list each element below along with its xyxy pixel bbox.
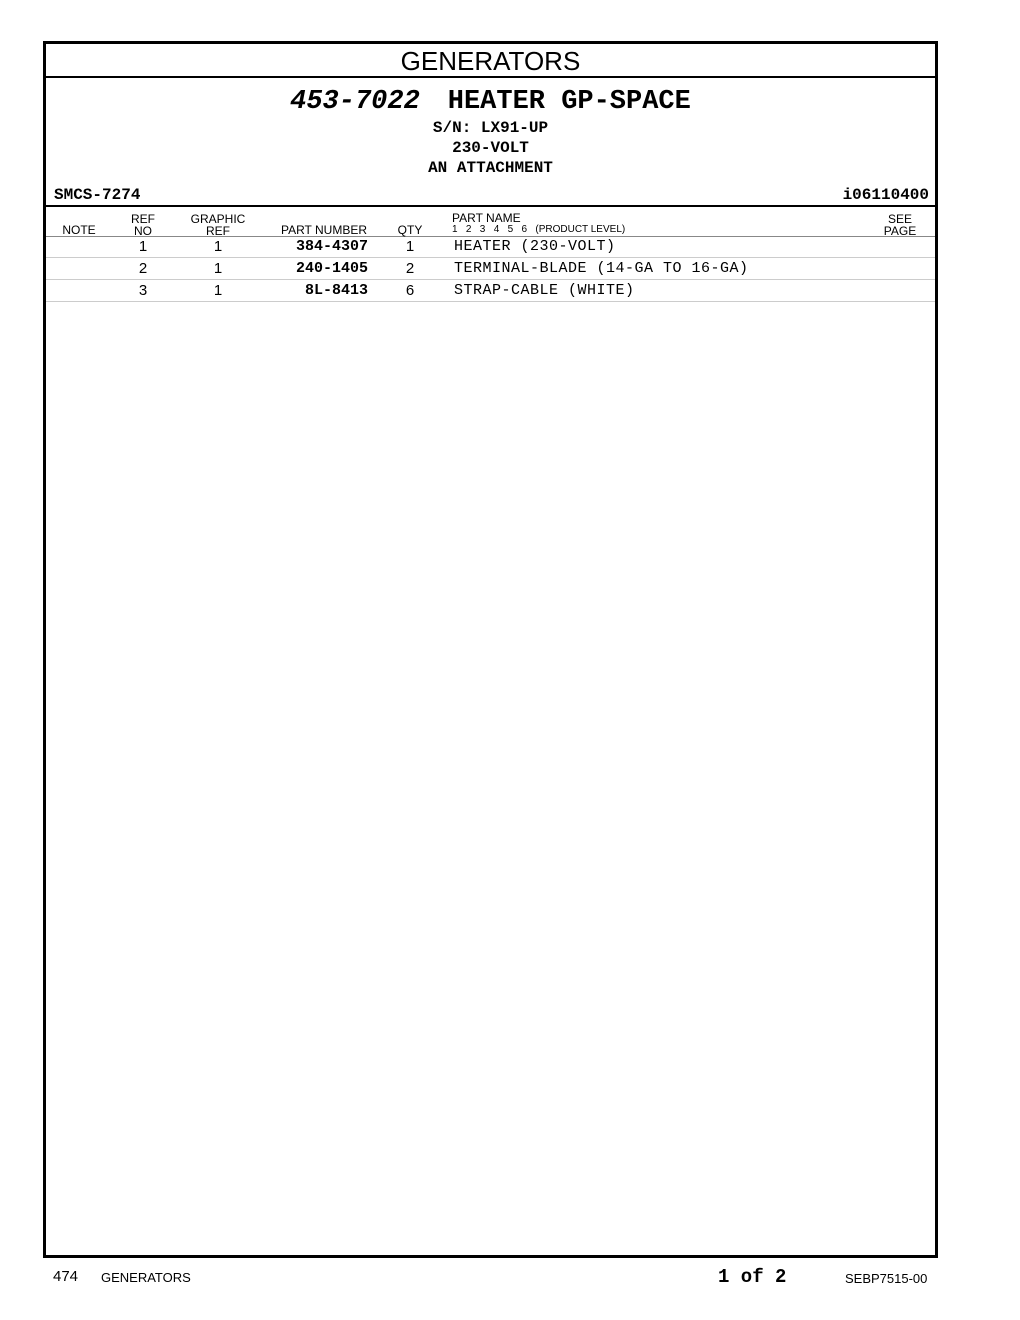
serial-range: S/N: LX91-UP xyxy=(432,119,549,137)
page-number: 474 xyxy=(53,1268,79,1285)
part-number: 8L-8413 xyxy=(304,282,368,299)
part-number: 240-1405 xyxy=(295,260,368,277)
document-id: SEBP7515-00 xyxy=(845,1271,928,1286)
header-note: NOTE xyxy=(62,223,96,237)
ref-no: 2 xyxy=(138,260,148,277)
parts-page-frame xyxy=(43,41,938,1258)
header-product-levels: 1 2 3 4 5 6 (PRODUCT LEVEL) xyxy=(452,224,626,235)
footer-section: GENERATORS xyxy=(101,1270,191,1285)
part-name: TERMINAL-BLADE (14-GA TO 16-GA) xyxy=(454,260,749,277)
table-row xyxy=(46,236,935,258)
header-see-page: SEE PAGE xyxy=(883,212,917,238)
group-name: HEATER GP-SPACE xyxy=(447,87,691,117)
header-graphic-ref: GRAPHIC REF xyxy=(190,212,246,238)
graphic-ref: 1 xyxy=(213,260,223,277)
qty: 1 xyxy=(405,238,415,255)
part-name: HEATER (230-VOLT) xyxy=(454,238,616,255)
graphic-ref: 1 xyxy=(213,238,223,255)
graphic-ref: 1 xyxy=(213,282,223,299)
group-title xyxy=(46,86,935,118)
ref-no: 1 xyxy=(138,238,148,255)
header-part-number: PART NUMBER xyxy=(280,223,367,237)
group-heading xyxy=(46,86,935,178)
part-number: 384-4307 xyxy=(295,238,368,255)
qty: 6 xyxy=(405,282,415,299)
voltage-label: 230-VOLT xyxy=(452,139,529,157)
parts-table-body xyxy=(46,236,935,302)
table-row xyxy=(46,280,935,302)
page-of-indicator: 1 of 2 xyxy=(718,1266,787,1288)
table-header xyxy=(46,209,935,237)
header-qty: QTY xyxy=(397,223,423,237)
smcs-row xyxy=(46,185,935,207)
smcs-code: SMCS-7274 xyxy=(54,186,141,204)
table-row xyxy=(46,258,935,280)
header-part-name: PART NAME xyxy=(452,211,521,225)
qty: 2 xyxy=(405,260,415,277)
group-number: 453-7022 xyxy=(290,87,420,117)
ref-no: 3 xyxy=(138,282,148,299)
part-name: STRAP-CABLE (WHITE) xyxy=(454,282,635,299)
header-ref-no: REF NO xyxy=(131,212,155,238)
illustration-id: i06110400 xyxy=(842,186,929,204)
group-type: AN ATTACHMENT xyxy=(428,159,553,177)
section-title: GENERATORS xyxy=(46,44,935,78)
